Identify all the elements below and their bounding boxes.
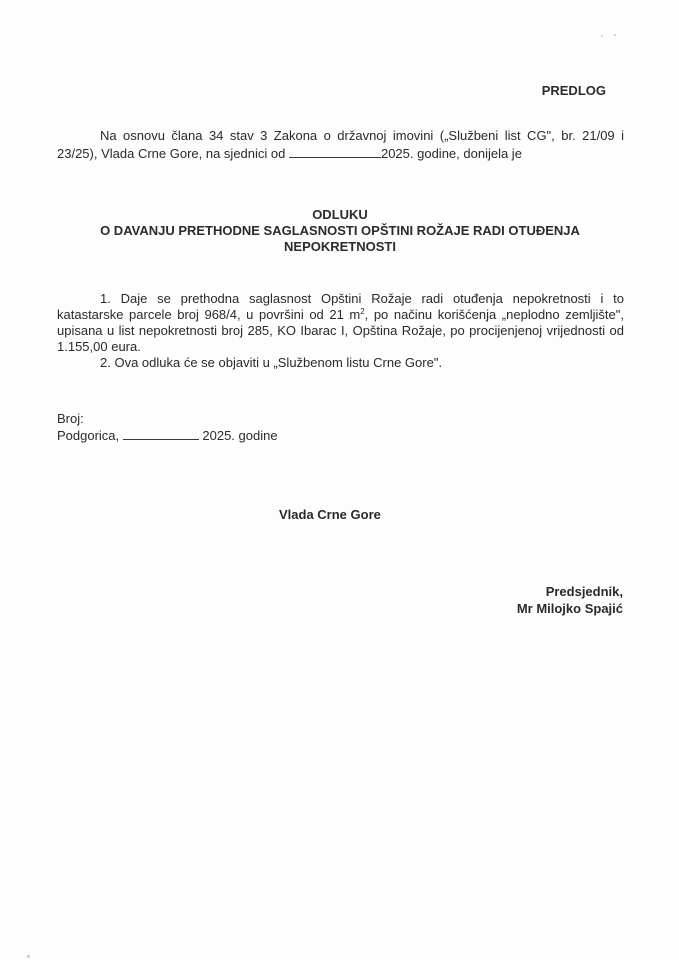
item-1-text-cont: , po načinu korišćenja „neplodno zemljište", upisana u list nepokretnosti broj 285, KO Ibarac I, Opština Rožaje, po procijenjenoj vrijednosti od 1.155,00 eura. xyxy=(57,307,624,354)
session-date-blank xyxy=(289,145,381,158)
signatory-name: Mr Milojko Spajić xyxy=(516,601,623,616)
place-suffix: 2025. godine xyxy=(198,428,278,443)
intro-text-part1: Na osnovu člana 34 stav 3 Zakona o državnoj imovini („Službeni list CG", br. 21/09 i 23/25), Vlada Crne Gore, na sjednici od xyxy=(57,128,624,161)
decision-title-line1: ODLUKU xyxy=(312,207,368,222)
number-label: Broj: xyxy=(57,411,84,426)
decision-item-2 xyxy=(57,355,624,371)
signature-block xyxy=(517,583,623,617)
decision-title xyxy=(60,207,620,255)
issuer-name: Vlada Crne Gore xyxy=(279,507,381,522)
decision-item-1 xyxy=(57,291,624,355)
signatory-title: Predsjednik, xyxy=(545,584,623,599)
document-footer xyxy=(57,410,278,444)
decision-title-line3: NEPOKRETNOSTI xyxy=(284,239,396,254)
decision-items xyxy=(57,291,624,371)
intro-text-part2: 2025. godine, donijela je xyxy=(380,146,522,161)
decision-title-line2: O DAVANJU PRETHODNE SAGLASNOSTI OPŠTINI ROŽAJE RADI OTUĐENJA xyxy=(100,223,580,238)
place-date-line xyxy=(57,427,278,444)
scan-speck xyxy=(601,35,603,37)
scan-speck xyxy=(27,955,30,958)
proposal-label: PREDLOG xyxy=(541,83,606,98)
item-1-text: 1. Daje se prethodna saglasnost Opštini Rožaje radi otuđenja nepokretnosti i to katastarske parcele broj 968/4, u površini od 21 m xyxy=(57,291,624,322)
item-1-superscript: 2 xyxy=(360,307,365,316)
date-blank xyxy=(123,427,199,440)
intro-paragraph xyxy=(57,127,624,163)
scan-speck xyxy=(614,34,616,36)
place-prefix: Podgorica, xyxy=(57,428,123,443)
item-2-text: 2. Ova odluka će se objaviti u „Službenom listu Crne Gore". xyxy=(100,355,443,370)
